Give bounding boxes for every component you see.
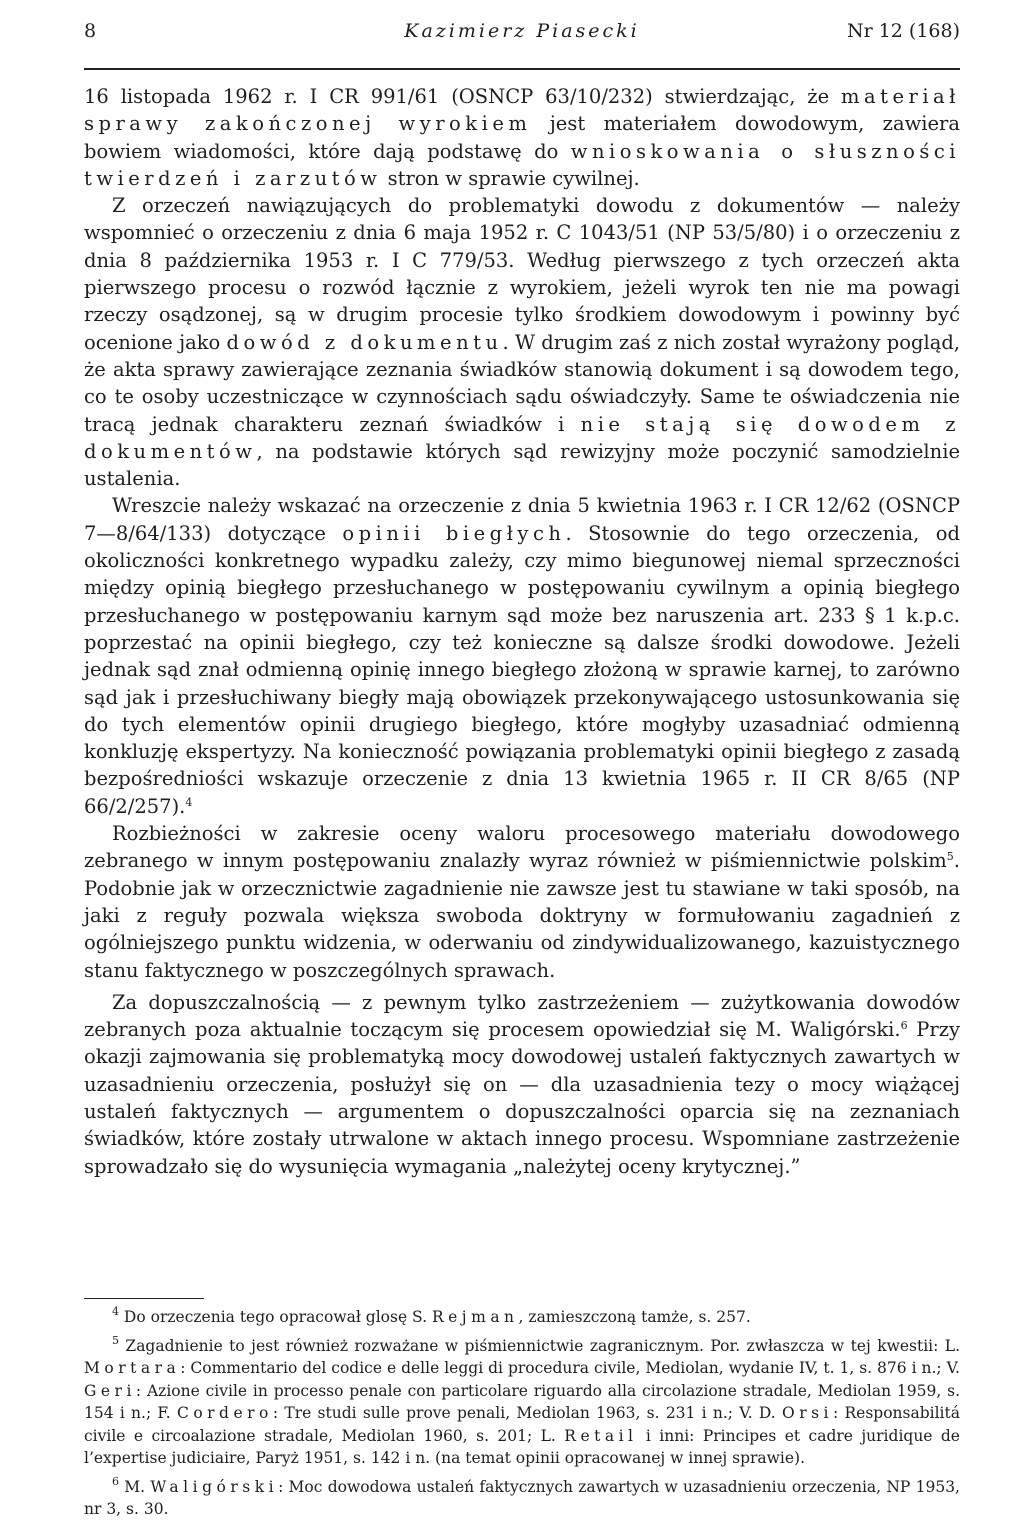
- footnote-marker: 4: [185, 795, 193, 809]
- footnote-marker: 6: [900, 1019, 908, 1033]
- header-rule: [84, 68, 960, 70]
- text-run: Rozbieżności w zakresie oceny waloru procesowego materiału dowodowego zebranego w innym postępowaniu znalazły wyraz również w piśmiennictwie polskim: [84, 822, 960, 873]
- spaced-emphasis: Retail: [564, 1426, 638, 1445]
- page-number: 8: [84, 20, 97, 42]
- issue-number: Nr 12 (168): [846, 20, 960, 42]
- spaced-emphasis: Waligórski: [150, 1477, 279, 1496]
- spaced-emphasis: Cordero: [176, 1404, 273, 1422]
- text-run: , na podstawie których sąd rewizyjny może poczynić samodzielnie ustalenia.: [84, 439, 960, 491]
- spaced-emphasis: nie stają się dowodem z dokumentów: [84, 412, 961, 463]
- paragraph: [84, 820, 960, 984]
- text-run: : Tre studi sulle prove penali, Mediolan 1963, s. 231 i n.; V. D.: [272, 1404, 782, 1422]
- text-run: : Responsabilitá civile e circoalazione stradale, Mediolan 1960, s. 201; L.: [84, 1404, 960, 1445]
- text-run: Wreszcie należy wskazać na orzeczenie z dnia 5 kwietnia 1963 r. I CR 12/62 (OSNCP 7—8/64/133) dotyczące: [84, 494, 960, 545]
- text-run: . Stosownie do tego orzeczenia, od okoliczności konkretnego wypadku zależy, czy mimo biegunowej niemal sprzeczności między opinią biegłego przesłuchanego w postępowaniu cywilnym a opinią biegłego przesłuchanego w postępowaniu karnym sąd może bez naruszenia art. 233 § 1 k.p.c. poprzestać na opinii biegłego, czy też konieczne są dalsze środki dowodowe. Jeżeli jednak sąd znał odmienną opinię innego biegłego złożoną w sprawie karnej, to zarówno sąd jak i przesłuchiwany biegły mają obowiązek przekonywającego ustosunkowania się do tych elementów opinii drugiego biegłego, które mogłyby uzasadniać odmienną konkluzję ekspertyzy. Na konieczność powiązania problematyki opinii biegłego z zasadą bezpośredniości wskazuje orzeczenie z dnia 13 kwietnia 1965 r. II CR 8/65 (NP 66/2/257).: [84, 521, 960, 818]
- spaced-emphasis: wnioskowania o słuszności twierdzeń i zarzutów: [84, 139, 960, 190]
- text-run: Do orzeczenia tego opracował glosę S.: [119, 1308, 432, 1326]
- spaced-emphasis: opinii biegłych: [342, 521, 566, 545]
- text-run: Przy okazji zajmowania się problematyką mocy dowodowej ustaleń faktycznych zawartych w uzasadnieniu orzeczenia, posłużył się on — dla uzasadnienia tezy o mocy wiążącej ustaleń faktycznych — argumentem o dopuszczalności oparcia się na zeznaniach świadków, które zostały utrwalone w aktach innego procesu. Wspomniane zastrzeżenie sprowadzało się do wysunięcia wymagania „należytej oceny krytycznej.”: [84, 1018, 960, 1178]
- text-run: . Podobnie jak w orzecznictwie zagadnienie nie zawsze jest tu stawiane w taki sposób, na jaki z reguły pozwala większa swoboda doktryny w formułowaniu zagadnień z ogólniejszego punktu widzenia, w oderwaniu od zindywidualizowanego, kazuistycznego stanu faktycznego w poszczególnych sprawach.: [84, 849, 960, 982]
- text-run: : Azione civile in processo penale con particolare riguardo alla circolazione stradale, Mediolan 1959, s. 154 i n.; F.: [84, 1381, 960, 1422]
- text-run: : Commentario del codice e delle leggi di procedura civile, Mediolan, wydanie IV, t. 1, s. 876 i n.; V.: [180, 1359, 960, 1377]
- body-text: [84, 83, 960, 1180]
- spaced-emphasis: Geri: [84, 1381, 136, 1400]
- spaced-emphasis: dowód z dokumentu: [226, 330, 503, 354]
- spaced-emphasis: Rejman: [431, 1308, 519, 1326]
- text-run: Za dopuszczalnością — z pewnym tylko zastrzeżeniem — zużytkowania dowodów zebranych poza aktualnie toczącym się procesem opowiedział się M. Waligórski.: [84, 990, 960, 1042]
- spaced-emphasis: Mortara: [84, 1359, 181, 1377]
- text-run: . W drugim zaś z nich został wyrażony pogląd, że akta sprawy zawierające zeznania świadków stanowią dokument i są dowodem tego, co te osoby uczestniczące w czynnościach sądu oświadczyły. Same te oświadczenia nie tracą jednak charakteru zeznań świadków i: [84, 330, 961, 436]
- footnote-rule: [84, 1298, 204, 1299]
- footnote-marker: 4: [112, 1305, 119, 1318]
- text-run: M.: [119, 1477, 151, 1496]
- paragraph: [84, 989, 960, 1180]
- paragraph: [84, 83, 960, 192]
- footnote: [84, 1335, 960, 1470]
- text-run: jest materiałem dowodowym, zawiera bowiem wiadomości, które dają podstawę do: [84, 112, 960, 163]
- text-run: Zagadnienie to jest również rozważane w piśmiennictwie zagranicznym. Por. zwłaszcza w tej kwestii: L.: [119, 1336, 960, 1355]
- footnote: [84, 1306, 960, 1329]
- footnotes: [84, 1306, 960, 1527]
- running-head: [84, 14, 960, 44]
- paragraph: [84, 492, 960, 820]
- text-run: 16 listopada 1962 r. I CR 991/61 (OSNCP 63/10/232) stwierdzając, że: [84, 85, 841, 108]
- footnote: [84, 1476, 960, 1521]
- text-run: : Moc dowodowa ustaleń faktycznych zawartych w uzasadnieniu orzeczenia, NP 1953, nr 3, s. 30.: [84, 1477, 960, 1518]
- footnote-marker: 5: [112, 1333, 119, 1347]
- footnote-marker: 6: [112, 1474, 119, 1488]
- running-title: Kazimierz Piasecki: [404, 20, 640, 42]
- text-run: i inni: Principes et cadre juridique de l’expertise judiciaire, Paryż 1951, s. 142 i n. (na temat opinii opracowanej w innej sprawie).: [84, 1426, 960, 1467]
- spaced-emphasis: materiał sprawy zakończonej wyrokiem: [84, 85, 960, 136]
- text-run: , zamieszczoną tamże, s. 257.: [518, 1308, 751, 1326]
- text-run: Z orzeczeń nawiązujących do problematyki dowodu z dokumentów — należy wspomnieć o orzeczeniu z dnia 6 maja 1952 r. C 1043/51 (NP 53/5/80) i o orzeczeniu z dnia 8 października 1953 r. I C 779/53. Według pierwszego z tych orzeczeń akta pierwszego procesu o rozwód łącznie z wyrokiem, jeżeli wyrok ten nie ma powagi rzeczy osądzonej, są w drugim procesie tylko środkiem dowodowym i powinny być ocenione jako: [84, 194, 960, 354]
- paragraph: [84, 192, 960, 492]
- footnote-marker: 5: [946, 850, 954, 864]
- text-run: stron w sprawie cywilnej.: [381, 166, 640, 190]
- spaced-emphasis: Orsi: [781, 1404, 834, 1422]
